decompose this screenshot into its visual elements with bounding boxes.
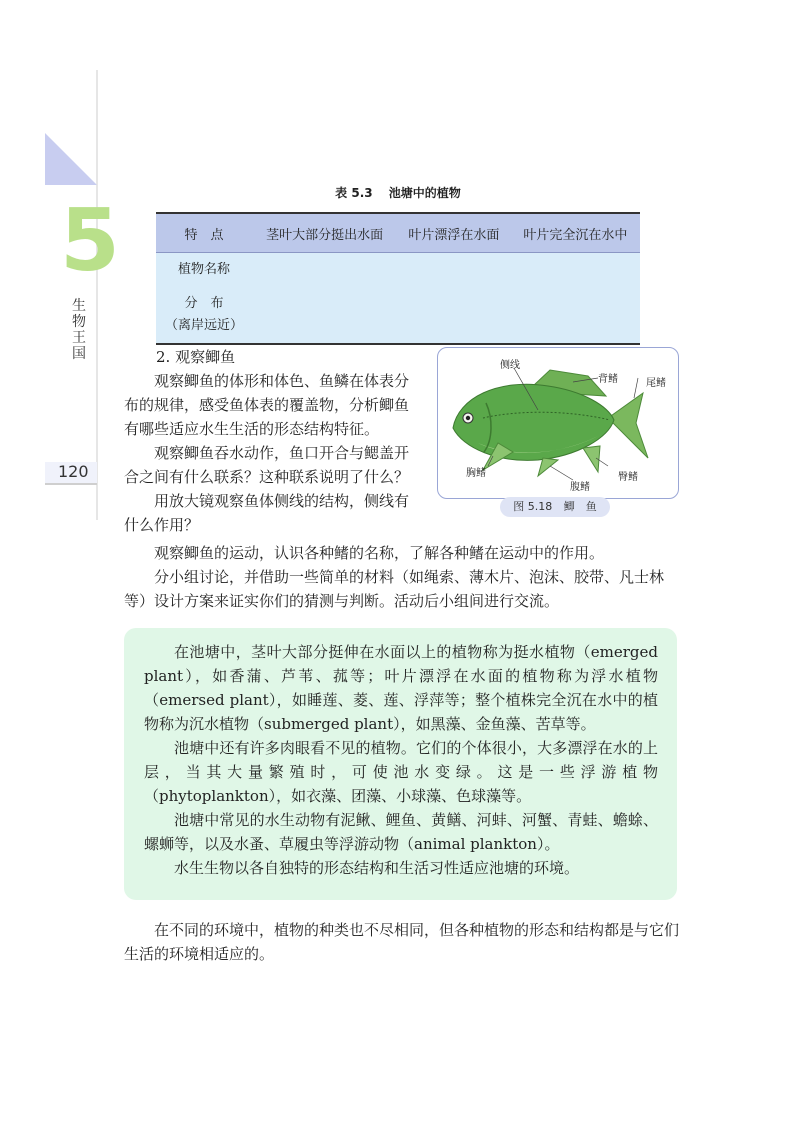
info-paragraph: 池塘中常见的水生动物有泥鳅、鲤鱼、黄鳝、河蚌、河蟹、青蛙、蟾蜍、螺蛳等，以及水蚤、草履虫等浮游动物（animal plankton）。 (144, 811, 658, 853)
activity-text (124, 541, 679, 613)
figure-caption-text: 鲫 鱼 (563, 500, 597, 513)
table-caption-number: 表 5.3 (335, 186, 373, 200)
table-header-cell: 茎叶大部分挺出水面 (252, 213, 397, 253)
info-box-text (144, 640, 658, 880)
figure-caption-number: 图 5.18 (513, 500, 553, 513)
table-caption-text: 池塘中的植物 (388, 186, 461, 200)
label-lateral-line: 侧线 (500, 360, 520, 371)
table-cell (511, 253, 640, 288)
table-row-label-sub: （离岸远近） (164, 318, 243, 333)
table-cell (252, 287, 397, 344)
table-row-label: 植物名称 (156, 253, 252, 288)
label-dorsal-fin: 背鳍 (598, 374, 618, 385)
table-cell (397, 253, 510, 288)
label-tail-fin: 尾鳍 (646, 378, 666, 389)
section-paragraph: 用放大镜观察鱼体侧线的结构，侧线有什么作用？ (124, 492, 410, 534)
section-paragraph: 观察鲫鱼吞水动作，鱼口开合与鳃盖开合之间有什么联系？这种联系说明了什么？ (124, 444, 410, 486)
closing-paragraph: 在不同的环境中，植物的种类也不尽相同，但各种植物的形态和结构都是与它们生活的环境相适应的。 (124, 921, 680, 963)
label-pectoral-fin: 胸鳍 (466, 468, 486, 479)
figure-caption (500, 497, 610, 517)
pond-plants-table (156, 212, 640, 345)
table-cell (397, 287, 510, 344)
section-text (124, 345, 417, 537)
info-paragraph: 水生生物以各自独特的形态结构和生活习性适应池塘的环境。 (174, 859, 580, 877)
table-header-row (156, 213, 640, 253)
activity-paragraph: 分小组讨论，并借助一些简单的材料（如绳索、薄木片、泡沫、胶带、凡士林等）设计方案来证实你们的猜测与判断。活动后小组间进行交流。 (124, 568, 665, 610)
label-pelvic-fin: 腹鳍 (570, 482, 590, 493)
chapter-number: 5 (60, 191, 120, 291)
fish-figure (437, 347, 679, 499)
section-paragraph: 观察鲫鱼的体形和体色、鱼鳞在体表分布的规律，感受鱼体表的覆盖物，分析鲫鱼有哪些适应水生生活的形态结构特征。 (124, 372, 410, 438)
page-number: 120 (58, 462, 89, 481)
table-row (156, 253, 640, 288)
info-paragraph: 在池塘中，茎叶大部分挺伸在水面以上的植物称为挺水植物（emerged plant），如香蒲、芦苇、菰等；叶片漂浮在水面的植物称为浮水植物（emersed plant），如睡莲、菱、莲、浮萍等；整个植株完全沉在水中的植物称为沉水植物（submerged plant），如黑藻、金鱼藻、苦草等。 (144, 643, 658, 733)
table-header-cell: 叶片完全沉在水中 (511, 213, 640, 253)
chapter-title: 生物王国 (72, 298, 86, 362)
table-row (156, 287, 640, 344)
label-anal-fin: 臀鳍 (618, 472, 638, 483)
activity-paragraph: 观察鲫鱼的运动，认识各种鳍的名称，了解各种鳍在运动中的作用。 (154, 544, 605, 562)
table-header-cell: 叶片漂浮在水面 (397, 213, 510, 253)
table-row-label (156, 287, 252, 344)
table-header-cell: 特 点 (156, 213, 252, 253)
page-number-underline (45, 483, 97, 485)
table-cell (511, 287, 640, 344)
info-paragraph: 池塘中还有许多肉眼看不见的植物。它们的个体很小，大多漂浮在水的上层，当其大量繁殖时，可使池水变绿。这是一些浮游植物（phytoplankton），如衣藻、团藻、小球藻、色球藻等。 (144, 739, 658, 805)
table-cell (252, 253, 397, 288)
chapter-tab-triangle (45, 133, 97, 185)
closing-text (124, 918, 679, 966)
section-heading: 2. 观察鲫鱼 (156, 348, 236, 366)
table-row-label-main: 分 布 (184, 296, 224, 311)
table-caption (156, 184, 640, 201)
